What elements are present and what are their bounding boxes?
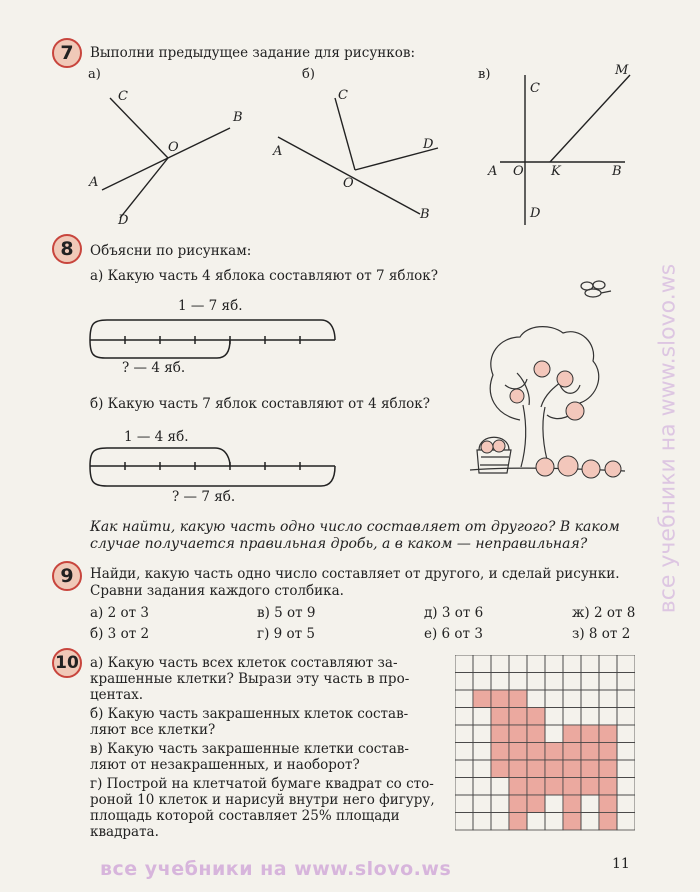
grid-cell [509, 673, 527, 691]
grid-cell [581, 760, 599, 778]
task-text: б) Какую часть 7 яблок составляют от 4 яблок? [90, 396, 430, 412]
grid-cell [599, 795, 617, 813]
task-text: Объясни по рисункам: [90, 243, 252, 259]
watermark-side-text: все учебники на www.slovo.ws [655, 263, 681, 614]
grid-cell [563, 795, 581, 813]
exercise-item: д) 3 от 6 [424, 605, 484, 621]
grid-cell [617, 655, 635, 673]
grid-cell [455, 708, 473, 726]
svg-text:M: M [615, 63, 629, 78]
svg-text:C: C [338, 88, 348, 103]
task-number-badge: 8 [52, 234, 82, 264]
grid-cell [491, 795, 509, 813]
grid-cell [599, 673, 617, 691]
grid-cell [545, 760, 563, 778]
fig-a-label: а) [88, 67, 101, 82]
grid-cell [617, 813, 635, 831]
exercise-item: г) 9 от 5 [257, 626, 315, 642]
watermark-bottom: все учебники на www.slovo.ws [100, 858, 452, 880]
exercise-item: в) 5 от 9 [257, 605, 316, 621]
segment-diagram-a [85, 314, 345, 364]
grid-cell [617, 725, 635, 743]
grid-cell [617, 708, 635, 726]
svg-text:A: A [89, 175, 99, 190]
grid-cell [527, 743, 545, 761]
exercise-item: е) 6 от 3 [424, 626, 483, 642]
task-number-badge: 10 [52, 648, 82, 678]
svg-text:C: C [118, 89, 128, 104]
grid-cell [581, 655, 599, 673]
grid-cell [509, 725, 527, 743]
grid-cell [617, 673, 635, 691]
grid-cell [491, 708, 509, 726]
grid-cell [473, 708, 491, 726]
exercise-item: ж) 2 от 8 [572, 605, 636, 621]
task-number-badge: 7 [52, 38, 82, 68]
task-text: центах. [90, 687, 144, 703]
segment-label: ? — 4 яб. [122, 360, 186, 376]
fig-b-label: б) [302, 67, 315, 82]
grid-cell [455, 813, 473, 831]
segment-label: ? — 7 яб. [172, 489, 236, 505]
task-text: роной 10 клеток и нарисуй внутри него фигуру, [90, 792, 435, 808]
grid-cell [455, 778, 473, 796]
grid-cell [455, 743, 473, 761]
grid-cell [527, 690, 545, 708]
task-text: ляют все клетки? [90, 722, 216, 738]
grid-cell [473, 795, 491, 813]
grid-cell [545, 708, 563, 726]
grid-cell [509, 795, 527, 813]
svg-text:D: D [423, 137, 434, 152]
svg-text:D: D [118, 213, 129, 228]
grid-cell [527, 760, 545, 778]
task-text: в) Какую часть закрашенные клетки состав- [90, 741, 409, 757]
grid-cell [599, 813, 617, 831]
grid-cell [491, 813, 509, 831]
task-text: ляют от незакрашенных, и наоборот? [90, 757, 360, 773]
svg-text:O: O [168, 140, 179, 155]
grid-cell [563, 708, 581, 726]
grid-cell [599, 725, 617, 743]
grid-cell [491, 673, 509, 691]
grid-cell [527, 778, 545, 796]
svg-text:B: B [612, 164, 622, 179]
grid-cell [473, 655, 491, 673]
grid-cell [581, 725, 599, 743]
grid-cell [617, 760, 635, 778]
grid-cell [581, 778, 599, 796]
grid-cell [527, 725, 545, 743]
svg-text:B: B [420, 207, 430, 222]
grid-cell [473, 725, 491, 743]
grid-cell [491, 778, 509, 796]
grid-cell [473, 778, 491, 796]
grid-cell [599, 708, 617, 726]
fig-c-label: в) [478, 67, 491, 82]
svg-text:O: O [343, 176, 354, 191]
svg-text:K: K [551, 164, 561, 179]
page-number: 11 [612, 856, 630, 872]
question-text: Как найти, какую часть одно число составляет от другого? В каком [90, 519, 620, 535]
svg-text:B: B [233, 110, 243, 125]
grid-cell [545, 795, 563, 813]
exercise-item: а) 2 от 3 [90, 605, 149, 621]
grid-cell [563, 655, 581, 673]
task-text: площадь которой составляет 25% площади [90, 808, 400, 824]
segment-diagram-b [85, 444, 345, 494]
svg-text:A: A [488, 164, 498, 179]
exercise-item: б) 3 от 2 [90, 626, 150, 642]
svg-text:D: D [530, 206, 541, 221]
grid-cell [473, 690, 491, 708]
grid-cell [545, 778, 563, 796]
task-text: Выполни предыдущее задание для рисунков: [90, 45, 416, 61]
grid-cell [581, 795, 599, 813]
grid-cell [599, 655, 617, 673]
segment-label: 1 — 7 яб. [178, 298, 243, 314]
grid-cell [599, 760, 617, 778]
grid-cell [581, 708, 599, 726]
question-text: случае получается правильная дробь, а в каком — неправильная? [90, 536, 588, 552]
grid-cell [509, 813, 527, 831]
cell-grid [455, 655, 635, 831]
grid-cell [473, 760, 491, 778]
grid-cell [545, 655, 563, 673]
grid-cell [491, 760, 509, 778]
grid-cell [563, 690, 581, 708]
grid-cell [509, 760, 527, 778]
grid-cell [473, 813, 491, 831]
svg-text:A: A [273, 144, 283, 159]
grid-cell [581, 813, 599, 831]
grid-cell [491, 690, 509, 708]
grid-cell [563, 813, 581, 831]
grid-cell [563, 743, 581, 761]
segment-label: 1 — 4 яб. [124, 429, 189, 445]
grid-cell [509, 743, 527, 761]
svg-text:C: C [530, 81, 540, 96]
grid-cell [527, 655, 545, 673]
grid-cell [509, 655, 527, 673]
grid-cell [599, 778, 617, 796]
grid-cell [545, 673, 563, 691]
grid-cell [545, 725, 563, 743]
grid-cell [527, 673, 545, 691]
grid-cell [617, 690, 635, 708]
task-number-badge: 9 [52, 561, 82, 591]
grid-cell [455, 655, 473, 673]
grid-cell [581, 673, 599, 691]
task-text: а) Какую часть всех клеток составляют за- [90, 655, 398, 671]
grid-cell [473, 673, 491, 691]
grid-cell [617, 743, 635, 761]
angle-figures [80, 60, 640, 230]
grid-cell [455, 690, 473, 708]
grid-cell [599, 690, 617, 708]
grid-cell [455, 673, 473, 691]
grid-cell [455, 725, 473, 743]
grid-cell [581, 690, 599, 708]
grid-cell [563, 673, 581, 691]
grid-cell [455, 760, 473, 778]
grid-cell [491, 743, 509, 761]
exercise-item: з) 8 от 2 [572, 626, 631, 642]
grid-cell [491, 655, 509, 673]
grid-cell [527, 708, 545, 726]
task-text: б) Какую часть закрашенных клеток состав- [90, 706, 409, 722]
grid-cell [455, 795, 473, 813]
grid-cell [617, 795, 635, 813]
task-text: а) Какую часть 4 яблока составляют от 7 яблок? [90, 268, 438, 284]
grid-cell [563, 725, 581, 743]
grid-cell [509, 778, 527, 796]
grid-cell [545, 690, 563, 708]
task-text: крашенные клетки? Вырази эту часть в про- [90, 671, 410, 687]
grid-cell [527, 813, 545, 831]
task-text: Сравни задания каждого столбика. [90, 583, 344, 599]
grid-cell [563, 760, 581, 778]
grid-cell [545, 813, 563, 831]
grid-cell [545, 743, 563, 761]
apple-tree-illustration [465, 275, 635, 490]
svg-text:O: O [513, 164, 524, 179]
grid-cell [509, 708, 527, 726]
task-text: Найди, какую часть одно число составляет от другого, и сделай рисунки. [90, 566, 620, 582]
grid-cell [599, 743, 617, 761]
task-text: г) Построй на клетчатой бумаге квадрат со сто- [90, 776, 434, 792]
grid-cell [617, 778, 635, 796]
grid-cell [473, 743, 491, 761]
task-text: квадрата. [90, 824, 159, 840]
grid-cell [581, 743, 599, 761]
grid-cell [509, 690, 527, 708]
grid-cell [563, 778, 581, 796]
grid-cell [527, 795, 545, 813]
grid-cell [491, 725, 509, 743]
